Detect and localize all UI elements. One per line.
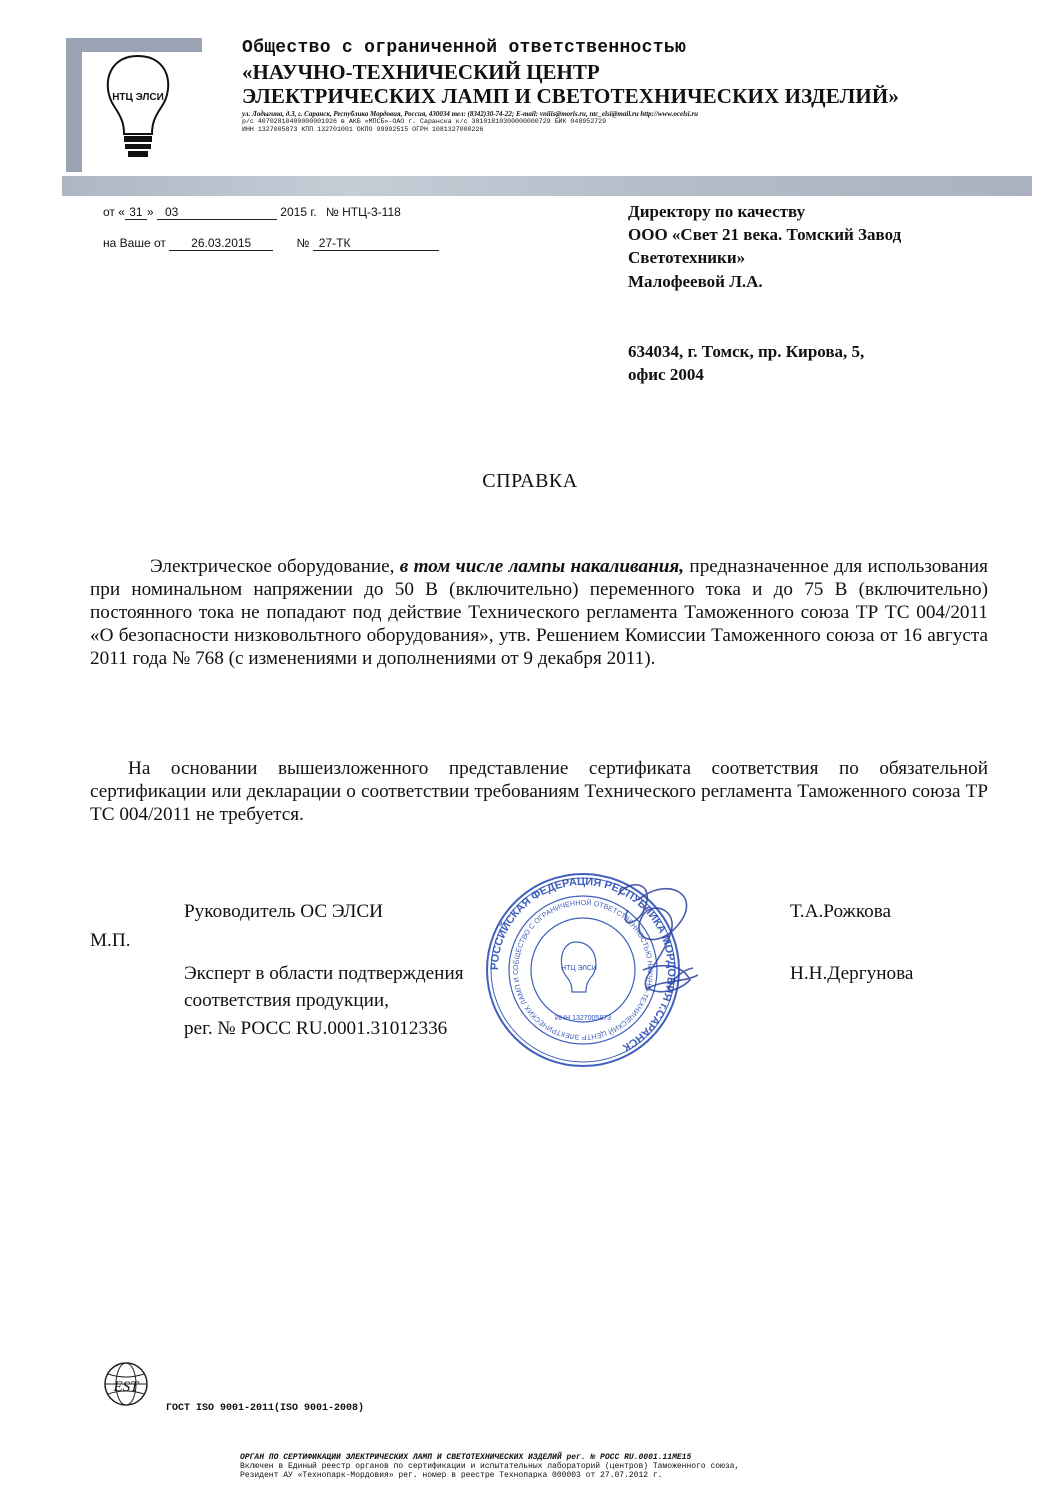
stamp-inn: ИНН 1327005873 [554,1015,612,1022]
addressee-company-cont: Светотехники» [628,248,746,267]
est-logo-text: EST [113,1379,139,1395]
signatory-1-name: Т.А.Рожкова [790,901,892,922]
ref-reply-date: 26.03.2015 [169,237,273,251]
signatory-2-role-line2: соответствия продукции, [184,990,389,1011]
org-legal-form: Общество с ограниченной ответственностью [242,38,687,58]
signatory-2-role-line1: Эксперт в области подтверждения [184,963,464,984]
incoming-reference [103,236,439,251]
addressee-office: офис 2004 [628,365,704,384]
stamp-inner-text: ОБЩЕСТВО С ОГРАНИЧЕННОЙ ОТВЕТСТВЕННОСТЬЮ НАУЧНО-ТЕХНИЧЕСКИЙ ЦЕНТР ЭЛЕКТРИЧЕСКИХ ЛАМП И С [510,897,656,1043]
seal-place-label: М.П. [90,930,131,951]
org-address-contacts: ул. Лодыгина, д.3, г. Саранск, Республика Мордовия, Россия, 430034 тел: (8342)30-74-22; E-mail: vniiis@moris.ru, ntc_elsi@mail.ru http://www.ocelsi.ru [242,110,699,118]
company-logo [62,36,202,172]
letterhead-divider-band [62,176,1032,196]
footer-certification-body: ОРГАН ПО СЕРТИФИКАЦИИ ЭЛЕКТРИЧЕСКИХ ЛАМП И СВЕТОТЕХНИЧЕСКИХ ИЗДЕЛИЙ рег. № РОСС RU.0001.11МЕ15 [240,1453,692,1462]
logo-lettering: НТЦ ЭЛСИ [112,92,164,103]
ref-reply-number: 27-ТК [313,237,439,251]
org-bank-details: р/с 40702810400000001926 в АКБ «МПСБ»-ОАО г. Саранска к/с 30101810300000000729 БИК 048952729 [242,118,607,125]
footer-technopark: Резидент АУ «Технопарк-Мордовия» рег. номер в реестре Технопарка 000003 от 27.07.2012 г. [240,1471,663,1480]
outgoing-reference [103,205,401,220]
org-name-line1: «НАУЧНО-ТЕХНИЧЕСКИЙ ЦЕНТР [242,60,600,84]
ref-month: 03 [157,206,277,220]
ref-reply-prefix: на Ваше от [103,236,166,250]
signatory-2-registration: рег. № РОСС RU.0001.31012336 [184,1018,448,1039]
stamp-center-text: НТЦ ЭЛСИ [561,965,597,972]
ref-from-prefix: от « [103,205,125,219]
signatory-1-role: Руководитель ОС ЭЛСИ [184,901,384,922]
paragraph-2: На основании вышеизложенного представление сертификата соответствия по обязательной сертификации или декларации о соответствии требованиям Технического регламента Таможенного союза ТР ТС 004/2011 не требуется. [90,758,988,825]
addressee-company: ООО «Свет 21 века. Томский Завод [628,225,902,244]
document-title: СПРАВКА [482,470,578,492]
paragraph-1-start: Электрическое оборудование, [150,556,400,577]
addressee-position: Директору по качеству [628,202,806,221]
footer-registry: Включен в Единый реестр органов по сертификации и испытательных лабораторий (центров) Таможенного союза, [240,1462,740,1471]
addressee-name: Малофеевой Л.А. [628,272,763,291]
org-name-line2: ЭЛЕКТРИЧЕСКИХ ЛАМП И СВЕТОТЕХНИЧЕСКИХ ИЗДЕЛИЙ» [242,84,900,108]
quality-standard: ГОСТ ISO 9001-2011(ISO 9001-2008) [166,1403,365,1414]
paragraph-1-emphasis: в том числе лампы накаливания, [399,556,685,577]
est-certification-logo [102,1360,150,1408]
org-registration-codes: ИНН 1327005873 КПП 132701001 ОКПО 99992515 ОГРН 1081327000226 [242,126,484,133]
ref-day: 31 [125,206,147,220]
ref-reply-num-label: № [296,236,310,250]
ref-mid: » [146,205,154,219]
ref-number: № НТЦ-3-118 [325,205,401,219]
signatory-2-name: Н.Н.Дергунова [790,963,914,984]
paragraph-1 [90,555,988,670]
paragraph-1-rest: предназначенное для использования при номинальном напряжении до 50 В (включительно) переменного тока и до 75 В (включительно) постоянного тока не попадают под действие Технического регламента Таможенного союза ТР ТС 004/2011 «О безопасности низковольтного оборудования», утв. Решением Комиссии Таможенного союза от 16 августа 2011 года № 768 (с изменениями и дополнениями от 9 декабря 2011). [90,556,988,669]
official-stamp [468,870,698,1070]
addressee-address: 634034, г. Томск, пр. Кирова, 5, [628,342,865,361]
stamp-outer-text: РОССИЙСКАЯ ФЕДЕРАЦИЯ РЕСПУБЛИКА МОРДОВИЯ г.САРАНСК [488,875,678,1054]
ref-year: 2015 г. [280,205,317,219]
